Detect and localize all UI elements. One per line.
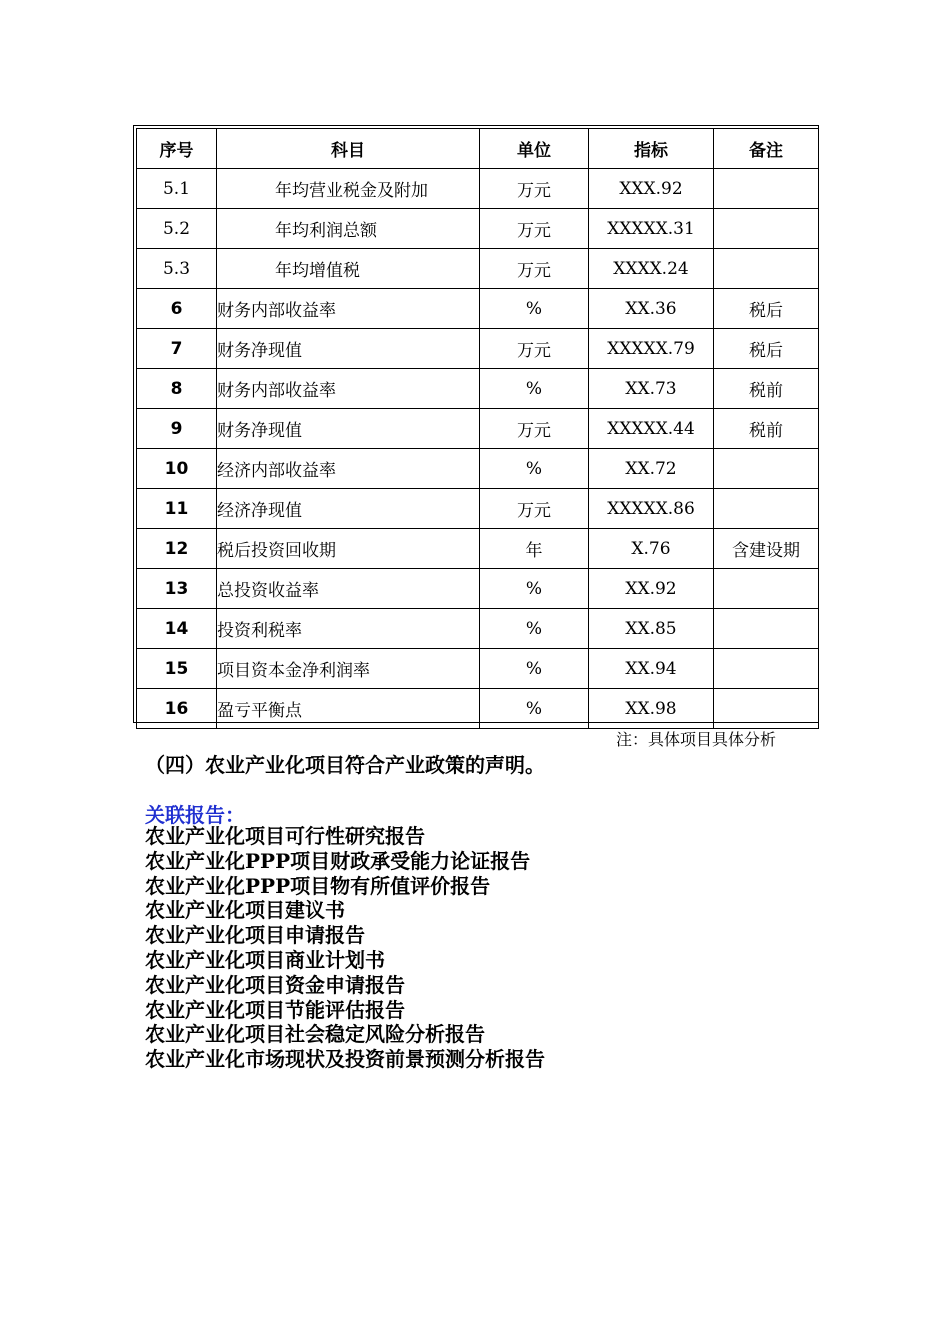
row-value: X.76	[589, 529, 714, 569]
header-note: 备注	[714, 129, 819, 169]
related-reports-title: 关联报告：	[145, 803, 245, 827]
related-reports-list	[145, 824, 545, 1072]
row-seq: 5.1	[137, 169, 217, 209]
row-value: XXXX.24	[589, 249, 714, 289]
table-row	[137, 649, 819, 689]
table-row	[137, 209, 819, 249]
row-unit: 万元	[480, 329, 589, 369]
header-value: 指标	[589, 129, 714, 169]
row-unit: %	[480, 649, 589, 689]
row-value: XX.72	[589, 449, 714, 489]
row-seq: 6	[137, 289, 217, 329]
related-report-item[interactable]: 农业产业化项目资金申请报告	[145, 972, 405, 997]
row-seq: 5.2	[137, 209, 217, 249]
table-row	[137, 329, 819, 369]
row-seq: 8	[137, 369, 217, 409]
row-item: 财务净现值	[217, 329, 480, 369]
related-report-item[interactable]: 农业产业化项目建议书	[145, 898, 345, 923]
row-seq: 13	[137, 569, 217, 609]
row-value: XXXXX.31	[589, 209, 714, 249]
row-seq: 10	[137, 449, 217, 489]
row-note	[714, 689, 819, 729]
header-unit: 单位	[480, 129, 589, 169]
table-footnote: 注：具体项目具体分析	[616, 730, 777, 749]
table-row	[137, 569, 819, 609]
related-report-item[interactable]: 农业产业化项目可行性研究报告	[145, 824, 425, 848]
table-row	[137, 289, 819, 329]
row-item: 财务净现值	[217, 409, 480, 449]
related-report-item[interactable]: 农业产业化项目社会稳定风险分析报告	[145, 1022, 485, 1047]
row-note: 税前	[714, 369, 819, 409]
row-note: 税后	[714, 329, 819, 369]
row-value: XX.92	[589, 569, 714, 609]
row-note	[714, 609, 819, 649]
row-seq: 5.3	[137, 249, 217, 289]
row-item: 投资利税率	[217, 609, 480, 649]
row-note	[714, 249, 819, 289]
table-row	[137, 169, 819, 209]
row-value: XXXXX.79	[589, 329, 714, 369]
row-item: 年均营业税金及附加	[217, 169, 480, 209]
row-unit: 万元	[480, 409, 589, 449]
row-note	[714, 489, 819, 529]
row-note: 税前	[714, 409, 819, 449]
row-note: 含建设期	[714, 529, 819, 569]
row-value: XX.36	[589, 289, 714, 329]
row-unit: 万元	[480, 249, 589, 289]
row-note	[714, 569, 819, 609]
row-note	[714, 169, 819, 209]
row-seq: 14	[137, 609, 217, 649]
row-item: 经济净现值	[217, 489, 480, 529]
related-report-item[interactable]: 农业产业化PPP项目物有所值评价报告	[145, 873, 491, 898]
row-unit: %	[480, 369, 589, 409]
row-item: 经济内部收益率	[217, 449, 480, 489]
row-seq: 7	[137, 329, 217, 369]
row-unit: %	[480, 289, 589, 329]
table-row	[137, 529, 819, 569]
row-unit: 万元	[480, 169, 589, 209]
row-unit: %	[480, 689, 589, 729]
row-note	[714, 209, 819, 249]
row-value: XX.94	[589, 649, 714, 689]
section-title: （四）农业产业化项目符合产业政策的声明。	[145, 753, 545, 777]
row-item: 年均利润总额	[217, 209, 480, 249]
header-item: 科目	[217, 129, 480, 169]
related-report-item[interactable]: 农业产业化项目节能评估报告	[145, 997, 405, 1022]
row-item: 年均增值税	[217, 249, 480, 289]
row-item: 财务内部收益率	[217, 369, 480, 409]
row-item: 税后投资回收期	[217, 529, 480, 569]
row-unit: 万元	[480, 209, 589, 249]
row-unit: %	[480, 449, 589, 489]
row-seq: 11	[137, 489, 217, 529]
table-body	[137, 169, 819, 729]
table-row	[137, 689, 819, 729]
table-row	[137, 489, 819, 529]
row-note	[714, 449, 819, 489]
row-value: XX.98	[589, 689, 714, 729]
row-value: XXXXX.44	[589, 409, 714, 449]
row-item: 盈亏平衡点	[217, 689, 480, 729]
row-item: 财务内部收益率	[217, 289, 480, 329]
table-row	[137, 249, 819, 289]
row-unit: %	[480, 569, 589, 609]
row-seq: 15	[137, 649, 217, 689]
row-item: 项目资本金净利润率	[217, 649, 480, 689]
row-seq: 12	[137, 529, 217, 569]
table-row	[137, 449, 819, 489]
related-report-item[interactable]: 农业产业化项目商业计划书	[145, 947, 385, 972]
related-report-item[interactable]: 农业产业化PPP项目财政承受能力论证报告	[145, 848, 531, 873]
row-value: XXXXX.86	[589, 489, 714, 529]
row-note: 税后	[714, 289, 819, 329]
related-report-item[interactable]: 农业产业化项目申请报告	[145, 923, 365, 948]
related-report-item[interactable]: 农业产业化市场现状及投资前景预测分析报告	[145, 1047, 545, 1072]
row-note	[714, 649, 819, 689]
header-seq: 序号	[137, 129, 217, 169]
row-seq: 16	[137, 689, 217, 729]
row-unit: 万元	[480, 489, 589, 529]
row-value: XXX.92	[589, 169, 714, 209]
row-value: XX.85	[589, 609, 714, 649]
row-seq: 9	[137, 409, 217, 449]
table-row	[137, 409, 819, 449]
row-unit: %	[480, 609, 589, 649]
table-header-row	[137, 129, 819, 169]
row-value: XX.73	[589, 369, 714, 409]
row-unit: 年	[480, 529, 589, 569]
indicator-table	[136, 128, 819, 729]
row-item: 总投资收益率	[217, 569, 480, 609]
table-row	[137, 369, 819, 409]
indicator-table-frame	[133, 125, 819, 723]
table-row	[137, 609, 819, 649]
